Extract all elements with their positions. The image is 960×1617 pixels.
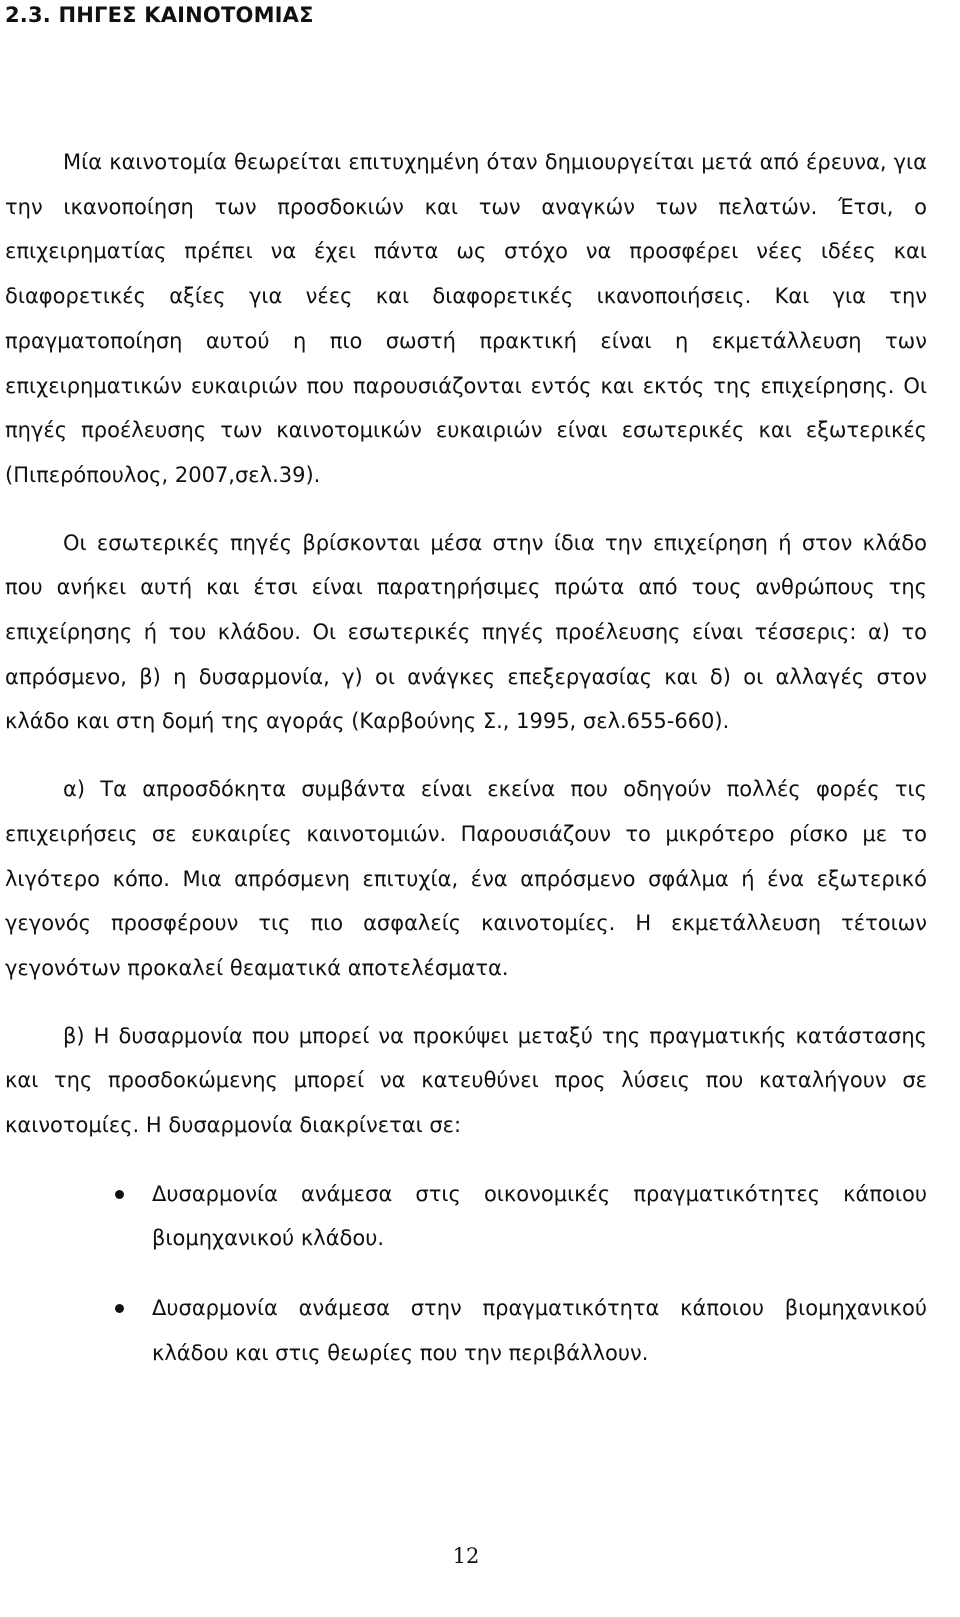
paragraph-incongruity: β) Η δυσαρμονία που μπορεί να προκύψει μεταξύ της πραγματικής κατάστασης και της προσδοκώμενης μπορεί να κατευθύνει προς λύσεις που καταλήγουν σε καινοτομίες. Η δυσαρμονία διακρίνεται σε: [5,1023,927,1138]
bullet-icon [115,1304,124,1313]
paragraph-unexpected-events: α) Τα απροσδόκητα συμβάντα είναι εκείνα που οδηγούν πολλές φορές τις επιχειρήσεις σε ευκαιρίες καινοτομιών. Παρουσιάζουν το μικρότερο ρίσκο με το λιγότερο κόπο. Μια απρόσμενη επιτυχία, ένα απρόσμενο σφάλμα ή ένα εξωτερικό γεγονός προσφέρουν τις πιο ασφαλείς καινοτομίες. Η εκμετάλλευση τέτοιων γεγονότων προκαλεί θεαματικά αποτελέσματα. [5,777,927,980]
list-item-text: Δυσαρμονία ανάμεσα στην πραγματικότητα κάποιου βιομηχανικού κλάδου και στις θεωρίες που την περιβάλλουν. [152,1296,927,1365]
section-heading: 2.3. ΠΗΓΕΣ ΚΑΙΝΟΤΟΜΙΑΣ [5,3,314,27]
list-item [5,1286,927,1375]
incongruity-list [5,1172,927,1376]
bullet-icon [115,1190,124,1199]
paragraph-intro: Μία καινοτομία θεωρείται επιτυχημένη όταν δημιουργείται μετά από έρευνα, για την ικανοποίηση των προσδοκιών και των αναγκών των πελατών. Έτσι, ο επιχειρηματίας πρέπει να έχει πάντα ως στόχο να προσφέρει νέες ιδέες και διαφορετικές αξίες για νέες και διαφορετικές ικανοποιήσεις. Και για την πραγματοποίηση αυτού η πιο σωστή πρακτική είναι η εκμετάλλευση των επιχειρηματικών ευκαιριών που παρουσιάζονται εντός και εκτός της επιχείρησης. Οι πηγές προέλευσης των καινοτομικών ευκαιριών είναι εσωτερικές και εξωτερικές (Πιπερόπουλος, 2007,σελ.39). [5,150,927,487]
list-item-text: Δυσαρμονία ανάμεσα στις οικονομικές πραγματικότητες κάποιου βιομηχανικού κλάδου. [152,1181,927,1251]
paragraph-internal-sources: Οι εσωτερικές πηγές βρίσκονται μέσα στην ίδια την επιχείρηση ή στον κλάδο που ανήκει αυτή και έτσι είναι παρατηρήσιμες πρώτα από τους ανθρώπους της επιχείρησης ή του κλάδου. Οι εσωτερικές πηγές προέλευσης είναι τέσσερις: α) το απρόσμενο, β) η δυσαρμονία, γ) οι ανάγκες επεξεργασίας και δ) οι αλλαγές στον κλάδο και στη δομή της αγοράς (Καρβούνης Σ., 1995, σελ.655-660). [5,530,927,734]
document-body [5,140,927,1376]
page-number: 12 [452,1544,480,1568]
list-item [5,1172,927,1261]
